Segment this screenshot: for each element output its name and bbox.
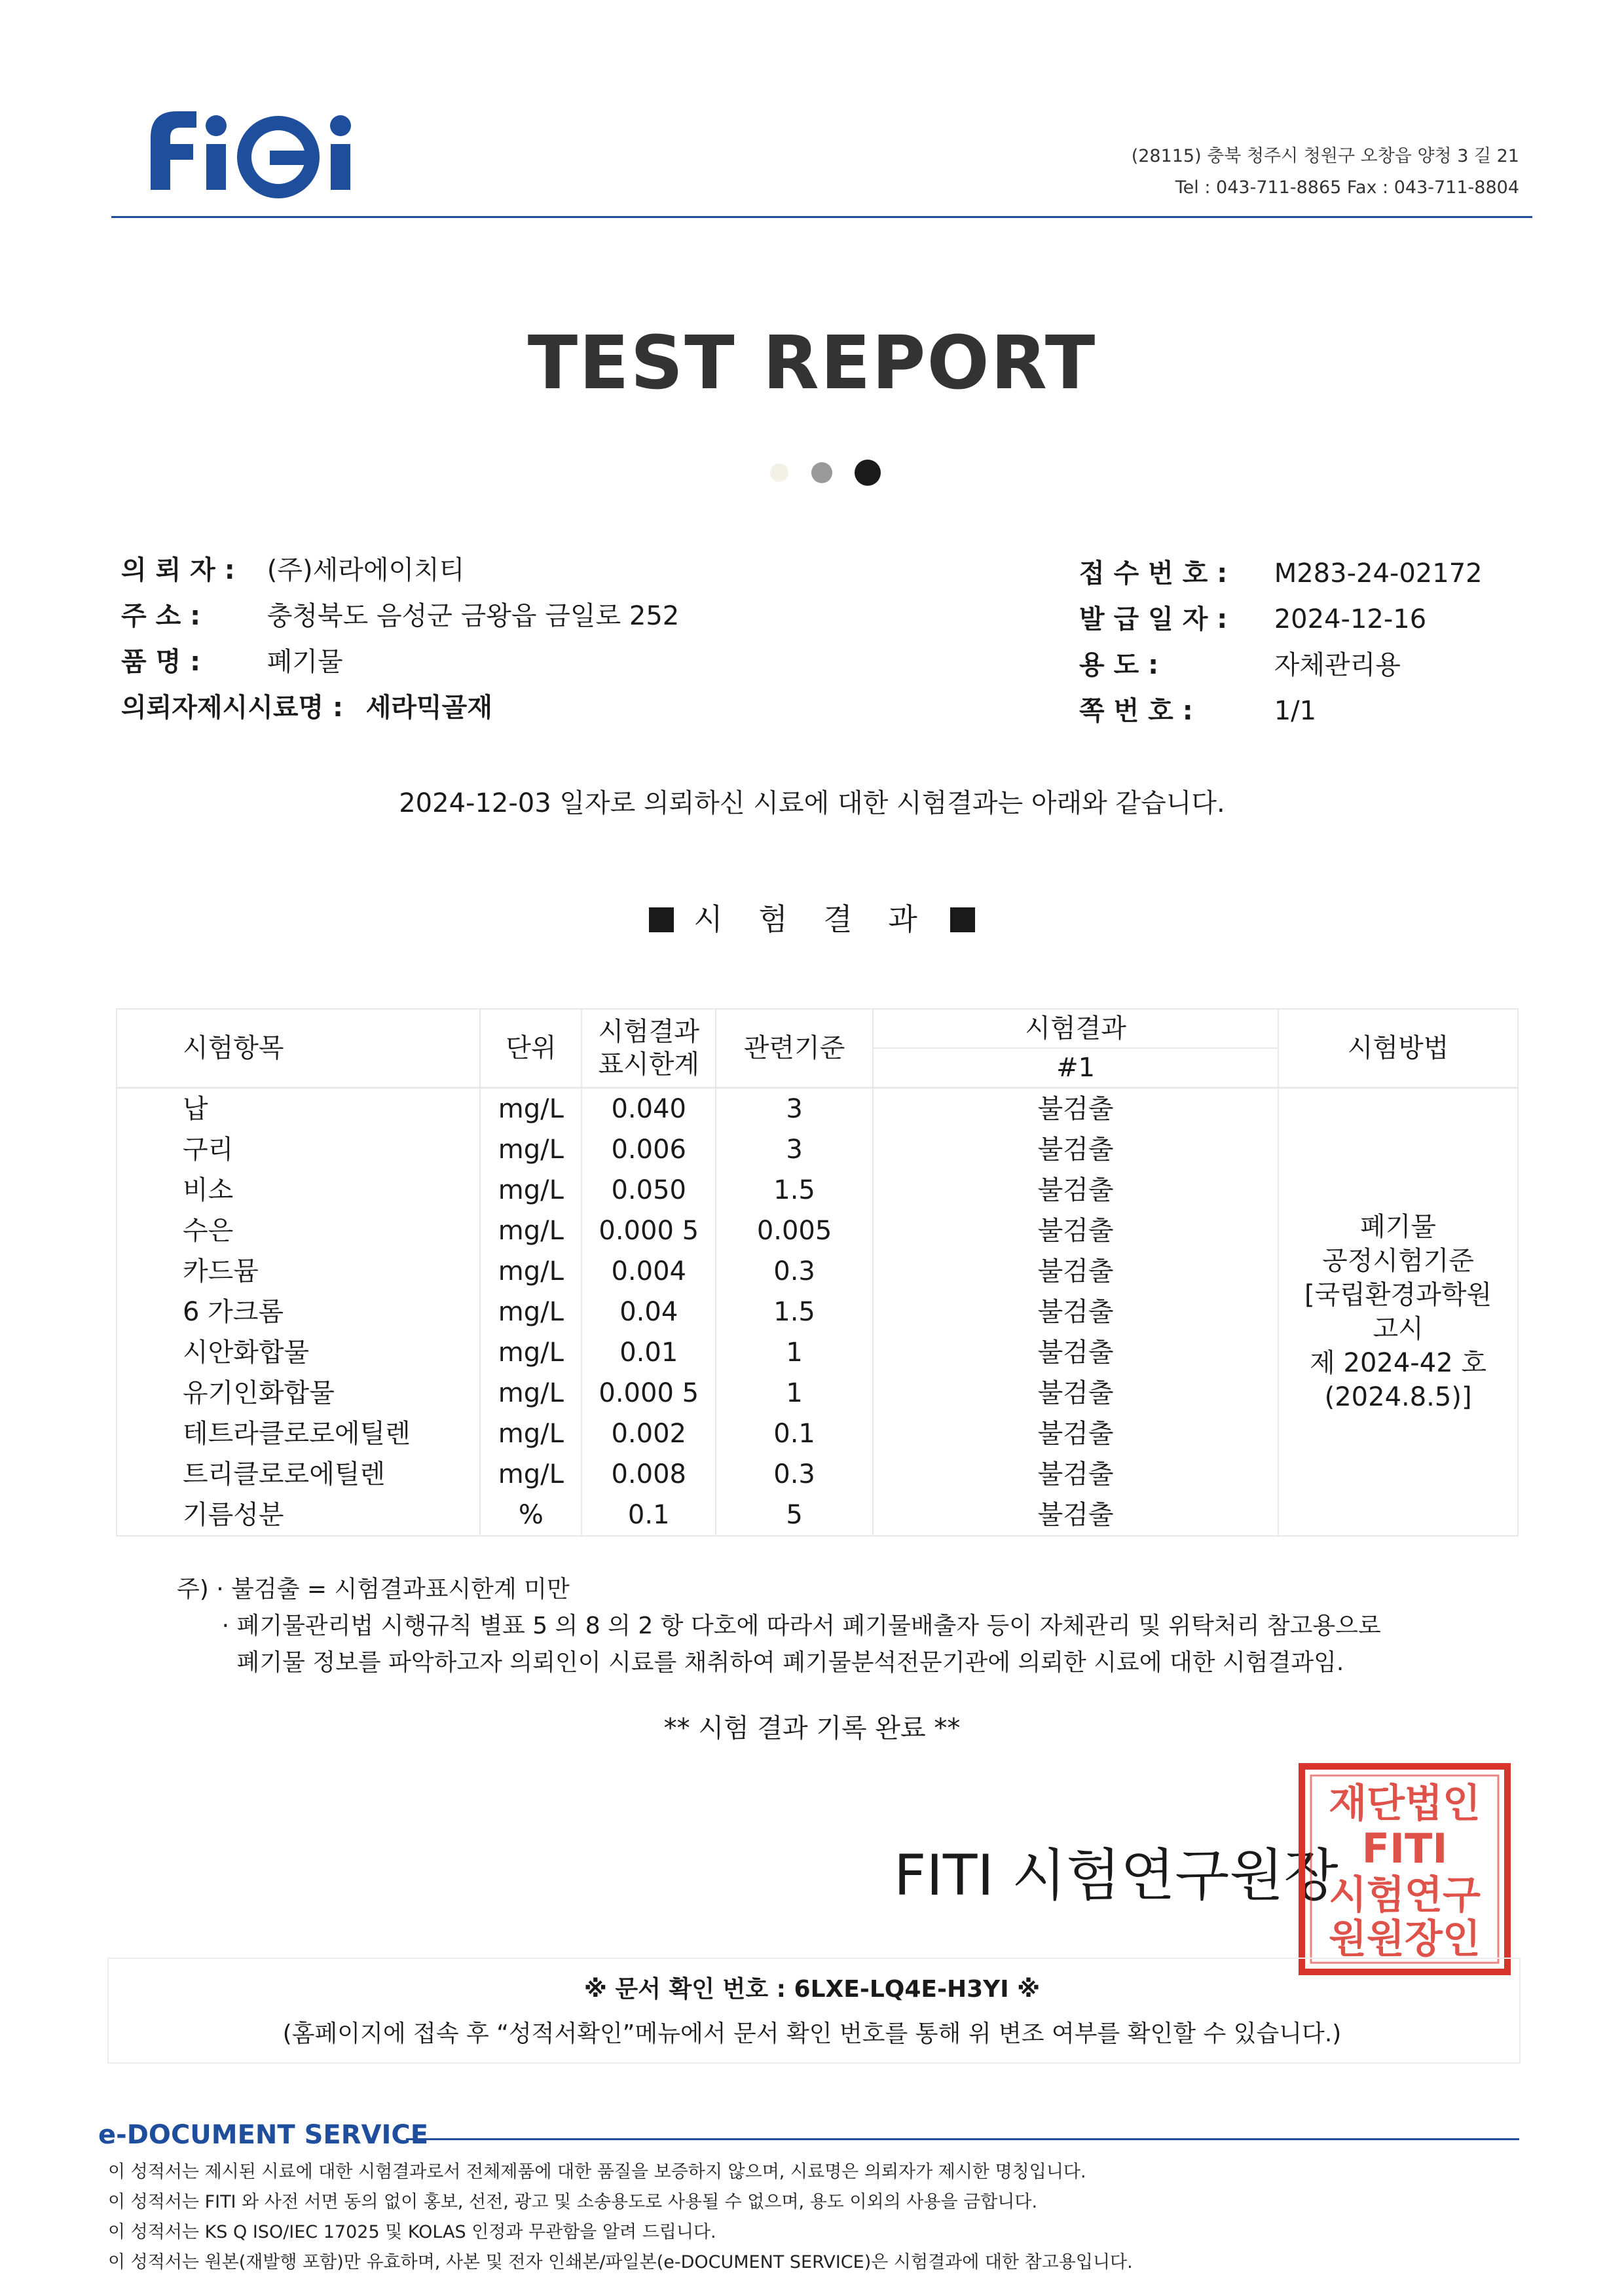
- header-row: [117, 1009, 1518, 1048]
- method-line: 폐기물: [1360, 1212, 1437, 1242]
- product-label: 품 명 :: [121, 647, 201, 677]
- cell-standard: 1: [716, 1332, 873, 1373]
- cell-result: 불검출: [873, 1413, 1278, 1454]
- cell-unit: mg/L: [480, 1129, 581, 1170]
- company-address: (28115) 충북 청주시 청원구 오창읍 양청 3 길 21: [1131, 146, 1519, 166]
- receipt-no-label: 접 수 번 호 :: [1079, 558, 1228, 589]
- issue-date-value: 2024-12-16: [1274, 604, 1427, 634]
- cell-limit: 0.000 5: [581, 1211, 716, 1251]
- report-title: TEST REPORT: [527, 321, 1097, 406]
- cell-item: 6 가크롬: [117, 1292, 480, 1332]
- disclaimer-line: 이 성적서는 원본(재발행 포함)만 유효하며, 사본 및 전자 인쇄본/파일본(e-DOCUMENT SERVICE)은 시험결과에 대한 참고용입니다.: [108, 2252, 1133, 2272]
- square-bullet-icon: [649, 907, 674, 932]
- cell-standard: 0.1: [716, 1413, 873, 1454]
- cell-standard: 0.3: [716, 1454, 873, 1495]
- cell-item: 시안화합물: [117, 1332, 480, 1373]
- section-title: [0, 896, 1624, 939]
- receipt-no-row: [1079, 556, 1483, 591]
- col-header-limit-line2: 표시한계: [598, 1049, 700, 1080]
- cell-standard: 0.3: [716, 1251, 873, 1292]
- cell-standard: 1: [716, 1373, 873, 1413]
- cell-standard: 3: [716, 1088, 873, 1130]
- notes: [177, 1571, 1381, 1681]
- svg-text:FITI: FITI: [1361, 1825, 1448, 1872]
- purpose-label: 용 도 :: [1079, 650, 1159, 680]
- purpose-row: [1079, 648, 1401, 682]
- cell-limit: 0.004: [581, 1251, 716, 1292]
- method-line: [국립환경과학원: [1304, 1280, 1492, 1310]
- cell-result: 불검출: [873, 1251, 1278, 1292]
- cell-unit: mg/L: [480, 1211, 581, 1251]
- cell-result: 불검출: [873, 1373, 1278, 1413]
- cell-result: 불검출: [873, 1292, 1278, 1332]
- cell-unit: mg/L: [480, 1454, 581, 1495]
- signer-title: FITI 시험연구원장: [894, 1843, 1338, 1908]
- address-row: [121, 599, 679, 633]
- col-header-limit-line1: 시험결과: [598, 1017, 700, 1047]
- note-line: · 폐기물관리법 시행규칙 별표 5 의 8 의 2 항 다호에 따라서 폐기물배출자 등이 자체관리 및 위탁처리 참고용으로: [177, 1613, 1381, 1639]
- cell-item: 납: [117, 1088, 480, 1130]
- col-header-result-sample: #1: [873, 1048, 1278, 1088]
- cell-method: [1278, 1088, 1518, 1537]
- company-address-block: [1132, 141, 1519, 204]
- fiti-logo: [124, 92, 386, 203]
- address-value: 충청북도 음성군 금왕읍 금일로 252: [267, 601, 680, 631]
- cell-standard: 3: [716, 1129, 873, 1170]
- col-header-limit: [581, 1009, 716, 1088]
- cell-limit: 0.1: [581, 1495, 716, 1536]
- method-line: 공정시험기준: [1322, 1246, 1474, 1276]
- page-no-label: 쪽 번 호 :: [1079, 696, 1193, 726]
- cell-unit: mg/L: [480, 1373, 581, 1413]
- cell-unit: %: [480, 1495, 581, 1536]
- results-table-container: [116, 1008, 1519, 1537]
- cell-unit: mg/L: [480, 1170, 581, 1211]
- cell-unit: mg/L: [480, 1332, 581, 1373]
- method-line: 고시: [1373, 1314, 1424, 1344]
- cell-standard: 0.005: [716, 1211, 873, 1251]
- cell-item: 테트라클로로에틸렌: [117, 1413, 480, 1454]
- official-seal-stamp: [1297, 1761, 1513, 1977]
- disclaimer-line: 이 성적서는 KS Q ISO/IEC 17025 및 KOLAS 인정과 무관함을 알려 드립니다.: [108, 2222, 716, 2242]
- svg-text:시험연구: 시험연구: [1329, 1872, 1481, 1918]
- square-bullet-icon: [950, 907, 975, 932]
- cell-item: 유기인화합물: [117, 1373, 480, 1413]
- cell-standard: 1.5: [716, 1170, 873, 1211]
- method-line: (2024.8.5)]: [1324, 1382, 1472, 1412]
- end-of-results-mark: ** 시험 결과 기록 완료 **: [663, 1713, 961, 1743]
- address-label: 주 소 :: [121, 601, 201, 631]
- footer-divider: [406, 2138, 1519, 2140]
- cell-result: 불검출: [873, 1170, 1278, 1211]
- col-header-item: 시험항목: [117, 1009, 480, 1088]
- cell-result: 불검출: [873, 1088, 1278, 1130]
- verification-instructions: (홈페이지에 접속 후 “성적서확인”메뉴에서 문서 확인 번호를 통해 위 변조 여부를 확인할 수 있습니다.): [282, 2020, 1342, 2047]
- cell-limit: 0.040: [581, 1088, 716, 1130]
- cell-limit: 0.002: [581, 1413, 716, 1454]
- cell-result: 불검출: [873, 1129, 1278, 1170]
- page-no-value: 1/1: [1274, 696, 1317, 726]
- cell-unit: mg/L: [480, 1251, 581, 1292]
- note-line: 폐기물 정보를 파악하고자 의뢰인이 시료를 채취하여 폐기물분석전문기관에 의뢰한 시료에 대한 시험결과임.: [177, 1649, 1344, 1676]
- purpose-value: 자체관리용: [1274, 650, 1401, 680]
- company-contact: Tel : 043-711-8865 Fax : 043-711-8804: [1175, 177, 1519, 198]
- product-value: 폐기물: [267, 647, 343, 677]
- cell-unit: mg/L: [480, 1292, 581, 1332]
- cell-result: 불검출: [873, 1332, 1278, 1373]
- svg-text:원원장인: 원원장인: [1329, 1916, 1481, 1962]
- issue-date-row: [1079, 602, 1426, 636]
- document-verification-code: ※ 문서 확인 번호 : 6LXE-LQ4E-H3YI ※: [583, 1976, 1041, 2003]
- client-label: 의 뢰 자 :: [121, 555, 235, 585]
- cell-item: 구리: [117, 1129, 480, 1170]
- sample-name-value: 세라믹골재: [365, 693, 492, 723]
- issue-date-label: 발 급 일 자 :: [1079, 604, 1228, 634]
- sample-name-label: 의뢰자제시시료명 :: [121, 693, 344, 723]
- cell-unit: mg/L: [480, 1413, 581, 1454]
- sample-name-row: [121, 691, 492, 725]
- cell-result: 불검출: [873, 1211, 1278, 1251]
- cell-limit: 0.008: [581, 1454, 716, 1495]
- client-value: (주)세라에이치티: [267, 555, 465, 585]
- cell-limit: 0.050: [581, 1170, 716, 1211]
- e-document-service-title: e-DOCUMENT SERVICE: [98, 2120, 429, 2150]
- cell-limit: 0.04: [581, 1292, 716, 1332]
- cell-result: 불검출: [873, 1495, 1278, 1536]
- section-title-text: 시 험 결 과: [693, 902, 931, 937]
- disclaimer-line: 이 성적서는 FITI 와 사전 서면 동의 없이 홍보, 선전, 광고 및 소송용도로 사용될 수 없으며, 용도 이외의 사용을 금합니다.: [108, 2192, 1038, 2212]
- disclaimer-line: 이 성적서는 제시된 시료에 대한 시험결과로서 전체제품에 대한 품질을 보증하지 않으며, 시료명은 의뢰자가 제시한 명칭입니다.: [108, 2162, 1086, 2182]
- page-no-row: [1079, 694, 1316, 728]
- cell-result: 불검출: [873, 1454, 1278, 1495]
- product-row: [121, 645, 343, 679]
- results-table: [116, 1008, 1519, 1537]
- cell-item: 카드뮴: [117, 1251, 480, 1292]
- col-header-result: 시험결과: [873, 1009, 1278, 1048]
- cell-item: 기름성분: [117, 1495, 480, 1536]
- cell-limit: 0.006: [581, 1129, 716, 1170]
- receipt-no-value: M283-24-02172: [1274, 558, 1483, 589]
- method-line: 제 2024-42 호: [1310, 1348, 1486, 1378]
- col-header-method: 시험방법: [1278, 1009, 1518, 1088]
- title-dots-ornament: [760, 458, 891, 491]
- header-divider: [111, 216, 1532, 218]
- cell-item: 트리클로로에틸렌: [117, 1454, 480, 1495]
- cell-standard: 5: [716, 1495, 873, 1536]
- footer-disclaimers: [108, 2157, 1133, 2278]
- table-row: [117, 1088, 1518, 1130]
- note-line: 주) · 불검출 = 시험결과표시한계 미만: [177, 1576, 570, 1603]
- cell-standard: 1.5: [716, 1292, 873, 1332]
- cell-item: 수은: [117, 1211, 480, 1251]
- cell-limit: 0.01: [581, 1332, 716, 1373]
- cell-limit: 0.000 5: [581, 1373, 716, 1413]
- col-header-standard: 관련기준: [716, 1009, 873, 1088]
- intro-sentence: 2024-12-03 일자로 의뢰하신 시료에 대한 시험결과는 아래와 같습니다.: [399, 788, 1225, 818]
- client-row: [121, 553, 464, 587]
- cell-unit: mg/L: [480, 1088, 581, 1130]
- svg-text:재단법인: 재단법인: [1329, 1781, 1481, 1827]
- col-header-unit: 단위: [480, 1009, 581, 1088]
- cell-item: 비소: [117, 1170, 480, 1211]
